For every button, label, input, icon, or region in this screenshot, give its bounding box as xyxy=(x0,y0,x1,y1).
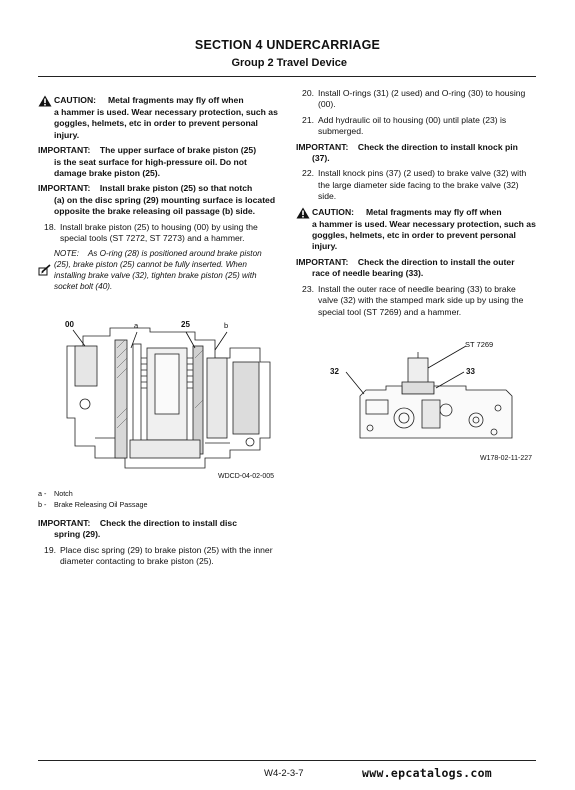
brake-valve-drawing xyxy=(326,338,538,448)
important-block-2 xyxy=(38,183,278,217)
step-number: 22. xyxy=(302,168,314,179)
figure-legend xyxy=(38,488,148,510)
figure-brake-valve xyxy=(326,338,538,448)
important-text: is the seat surface for high-pressure oil. Do not damage brake piston (25). xyxy=(54,156,247,179)
note-text: As O-ring (28) is positioned around brake piston (25), brake piston (25) cannot be fully inserted. When installing brake valve (32), tighten brake piston (25) with socket bolt (40). xyxy=(54,249,262,292)
caution-label: CAUTION: xyxy=(54,95,97,105)
callout-st7269: ST 7269 xyxy=(465,340,494,349)
step-number: 23. xyxy=(302,283,314,294)
step-22 xyxy=(296,168,538,202)
caution-label: CAUTION: xyxy=(312,206,355,217)
callout-32: 32 xyxy=(330,367,339,376)
pencil-note-icon xyxy=(38,248,52,292)
important-label: IMPORTANT: xyxy=(38,183,91,194)
step-text: Install brake piston (25) to housing (00) by using the special tools (ST 7272, ST 7273) and a hammer. xyxy=(60,221,258,244)
step-text: Place disc spring (29) to brake piston (25) with the inner diameter contacting to brake piston (25). xyxy=(60,544,273,567)
step-number: 20. xyxy=(302,88,314,98)
step-18 xyxy=(38,222,278,245)
important-first-line: Check the direction to install knock pin xyxy=(357,141,518,152)
right-column xyxy=(296,88,538,322)
important-text: (a) on the disc spring (29) mounting surface is located opposite the brake releasing oil passage (b) side. xyxy=(54,194,276,217)
important-block-1 xyxy=(38,145,278,179)
figure-code: WDCD-04-02-005 xyxy=(218,473,275,480)
step-23 xyxy=(296,284,538,318)
important-first-line: The upper surface of brake piston (25) xyxy=(99,145,257,156)
callout-a: a xyxy=(134,321,139,330)
important-label: IMPORTANT: xyxy=(296,141,349,152)
figure-code: W178-02-11-227 xyxy=(480,455,533,462)
website-url: www.epcatalogs.com xyxy=(362,766,493,780)
step-text: Install O-rings (31) (2 used) and O-ring (30) to housing (00). xyxy=(318,88,526,110)
callout-33: 33 xyxy=(466,367,475,376)
important-label: IMPORTANT: xyxy=(296,256,349,267)
note-block xyxy=(38,248,278,292)
note-label: NOTE: xyxy=(54,249,80,259)
legend-text: Notch xyxy=(54,489,73,498)
left-column xyxy=(38,95,278,296)
important-block-3 xyxy=(38,518,278,541)
left-column-lower xyxy=(38,518,278,572)
warning-triangle-icon xyxy=(38,95,52,107)
caution-text: a hammer is used. Wear necessary protection, such as goggles, helmets, etc in order to prevent personal injury. xyxy=(312,218,536,252)
step-number: 19. xyxy=(44,544,56,555)
step-text: Install the outer race of needle bearing (33) to brake valve (32) with the stamped mark side up by using the special tool (ST 7269) and a hammer. xyxy=(318,283,524,317)
caution-text: a hammer is used. Wear necessary protection, such as goggles, helmets, etc in order to prevent personal injury. xyxy=(54,107,278,140)
step-20 xyxy=(296,88,538,111)
legend-key: b - xyxy=(38,500,47,509)
caution-block-1 xyxy=(38,95,278,141)
important-first-line: Check the direction to install the outer xyxy=(357,256,515,267)
section-title: SECTION 4 UNDERCARRIAGE xyxy=(194,38,381,52)
caution-first-line: Metal fragments may fly off when xyxy=(365,206,502,217)
warning-triangle-icon xyxy=(296,207,310,219)
important-block-4 xyxy=(296,142,538,165)
figure-brake-piston xyxy=(55,318,280,488)
caution-first-line: Metal fragments may fly off when xyxy=(107,95,244,105)
important-label: IMPORTANT: xyxy=(38,518,91,528)
important-label: IMPORTANT: xyxy=(38,145,91,156)
legend-item xyxy=(38,499,148,510)
brake-piston-drawing xyxy=(55,318,280,488)
callout-00: 00 xyxy=(65,320,74,329)
important-first-line: Install brake piston (25) so that notch xyxy=(99,183,253,194)
header-divider xyxy=(38,76,536,77)
step-21 xyxy=(296,115,538,138)
important-text: (37). xyxy=(312,153,330,164)
group-title: Group 2 Travel Device xyxy=(231,57,347,69)
important-text: spring (29). xyxy=(54,529,101,540)
callout-25: 25 xyxy=(181,320,190,329)
callout-b: b xyxy=(224,321,229,330)
legend-item xyxy=(38,488,148,499)
step-text: Add hydraulic oil to housing (00) until plate (23) is submerged. xyxy=(318,114,507,137)
step-number: 18. xyxy=(44,221,56,232)
step-19 xyxy=(38,545,278,568)
caution-block-2 xyxy=(296,207,538,253)
step-text: Install knock pins (37) (2 used) to brake valve (32) with the large diameter side facing to the brake valve (32) side. xyxy=(318,168,527,202)
important-first-line: Check the direction to install disc xyxy=(99,518,237,528)
important-block-5 xyxy=(296,257,538,280)
page-code: W4-2-3-7 xyxy=(264,768,304,779)
important-text: race of needle bearing (33). xyxy=(312,268,424,279)
footer-divider xyxy=(38,760,536,761)
legend-key: a - xyxy=(38,489,47,498)
step-number: 21. xyxy=(302,114,314,125)
legend-text: Brake Releasing Oil Passage xyxy=(54,500,148,509)
